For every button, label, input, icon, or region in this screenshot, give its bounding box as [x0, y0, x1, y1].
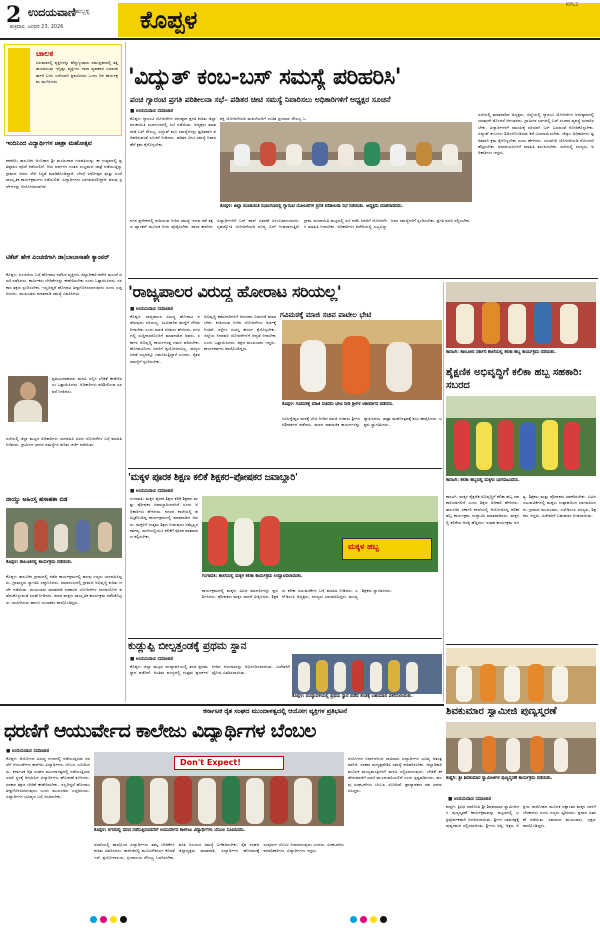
right-column-divider — [443, 282, 444, 702]
sidebar-title: ಚಾಲಕ — [36, 48, 54, 58]
left-news1-body: ಕನಕಗಿರಿ: ತಾಲೂಕಿನ ಅಂಬಿಕಾದ ಶ್ರೀ ಮಂಜುನಾಥ ಗಣಪತಿಯನ್ನು ಈ ಉತ್ಸವದಲ್ಲಿ ಪ್ರತಿಷ್ಠಾಪಿಸಿ ಪೂಜೆ ನಡೆಯಲಿದೆ. ಆರು ವರ್ಷಗಳ ನಂತರ ಸಂಭ್ರಮದ ಜಾತ್ರೆ ನಡೆಯುತ್ತಿದ್ದು ಗ್ರಾಮದ ಜನರು ಸೇರಿ ಸಿದ್ಧತೆ ಮಾಡಿಕೊಂಡಿದ್ದಾರೆ. ಬೆಳಗ್ಗೆ ರಥೋತ್ಸವ ಮತ್ತು ಸಂಜೆ ಸಾಂಸ್ಕೃತಿಕ ಕಾರ್ಯಕ್ರಮಗಳು ನಡೆಯಲಿವೆ. ವಿದ್ಯಾರ್ಥಿಗಳು ಭಾಗವಹಿಸಲಿದ್ದಾರೆ. ಹಲವು ಸ್ಪರ್ಧೆಗಳನ್ನು ಆಯೋಜಿಸಲಾಗಿದೆ. — [6, 158, 122, 189]
story6-caption: ಕೊಪ್ಪಳ: ನಗರದಲ್ಲಿ ಧರಣಿ ನಡೆಸುತ್ತಿರುವವರಿಗೆ ಆಯುರ್ವೇದ ಕಾಲೇಜು ವಿದ್ಯಾರ್ಥಿಗಳು ಬೆಂಬಲ ಸೂಚಿಸಿದರು. — [94, 828, 246, 833]
story5-top-rule — [128, 638, 442, 639]
edition: ಹುಬ್ಬಳ್ಳಿ — [75, 8, 90, 15]
story6-headline: ಧರಣಿಗೆ ಆಯುರ್ವೇದ ಕಾಲೇಜು ವಿದ್ಯಾರ್ಥಿಗಳ ಬೆಂಬಲ — [4, 720, 316, 742]
story4-banner-text: ಮಕ್ಕಳ ಹಬ್ಬ — [348, 542, 379, 551]
story2-byline: ■ ಉದಯವಾಣಿ ಸಮಾಚಾರ — [130, 307, 174, 312]
story2-col1: ಕೊಪ್ಪಳ: ರಾಜ್ಯಪಾಲರ ವಿರುದ್ಧ ಹೋರಾಟ ನಡೆಸುವುದು ಸರಿಯಲ್ಲ. ಸಂವಿಧಾನಿಕ ಹುದ್ದೆಗೆ ಗೌರವ ನೀಡಬೇಕು ಎಂದು ಮಾಜಿ ಸಚಿವರು ಹೇಳಿದರು. ನಗರದಲ್ಲಿ ಸುದ್ದಿಗಾರರೊಂದಿಗೆ ಮಾತನಾಡಿದ ಅವರು, ಸರ್ಕಾರ ಅಭಿವೃದ್ಧಿ ಕಾರ್ಯಗಳತ್ತ ಗಮನ ಹರಿಸಬೇಕು. ಹೋರಾಟದಿಂದ ಜನರಿಗೆ ಪ್ರಯೋಜನವಿಲ್ಲ. ರಾಜ್ಯದ ಜನತೆ ಎಲ್ಲವನ್ನೂ ಗಮನಿಸುತ್ತಿದ್ದಾರೆ ಎಂದರು. ರೈತರ ಸಮಸ್ಯೆಗೆ ಸ್ಪಂದಿಸಬೇಕು. — [130, 314, 200, 364]
masthead-rule — [0, 38, 600, 40]
sidebar-logo — [8, 48, 30, 132]
story2-headline: 'ರಾಜ್ಯಪಾಲರ ವಿರುದ್ಧ ಹೋರಾಟ ಸರಿಯಲ್ಲ' — [128, 282, 342, 301]
left-column-divider — [125, 42, 126, 702]
story4-photo — [202, 496, 438, 572]
story4-caption: ಗಂಗಾವತಿ: ಶಾಲೆಯಲ್ಲಿ ಮಕ್ಕಳ ಕಲಿಕಾ ಕಾರ್ಯಕ್ರಮ ಉದ್ಘಾಟಿಸಲಾಯಿತು. — [202, 574, 303, 579]
story6-top-rule — [0, 704, 444, 706]
story4-byline: ■ ಉದಯವಾಣಿ ಸಮಾಚಾರ — [130, 489, 174, 494]
story5-body: ಕೊಪ್ಪಳ: ಜಿಲ್ಲಾ ಮಟ್ಟದ ಪಂದ್ಯಾವಳಿಯಲ್ಲಿ ತಂಡ ಪ್ರಥಮ ಸ್ಥಾನ ಪಡೆದಿದೆ. ಅಂತಿಮ ಪಂದ್ಯದಲ್ಲಿ ಉತ್ತಮ ಪ್ರದರ್ಶನ ನೀಡಿದ ಆಟಗಾರರನ್ನು ಅಭಿನಂದಿಸಲಾಯಿತು. ವಿಜೇತರಿಗೆ ಟ್ರೋಫಿ ವಿತರಿಸಲಾಯಿತು. — [130, 664, 290, 676]
story1-col2: ಶಕ್ತಿ ಯೋಜನೆಯಡಿ ಮಹಿಳೆಯರಿಗೆ ಉಚಿತ ಪ್ರಯಾಣ ಸೌಲಭ್ಯ ಒ — [220, 116, 306, 121]
story6-photo — [94, 752, 344, 826]
story1-headline: 'ವಿದ್ಯುತ್ ಕಂಬ-ಬಸ್ ಸಮಸ್ಯೆ ಪರಿಹರಿಸಿ' — [128, 64, 402, 90]
registration-marks — [90, 916, 510, 924]
story1-subheadline: ಪಂಚ ಗ್ಯಾರಂಟಿ ಪ್ರಗತಿ ಪರಿಶೀಲನಾ ಸಭೆ– ಪಡಿತರ ಚೀಟಿ ಸಮಸ್ಯೆ ನಿವಾರಿಸಲು ಅಧಿಕಾರಿಗಳಿಗೆ ಅಧ್ಯಕ್ಷರ ಸೂಚನೆ — [130, 95, 391, 104]
left-news2-body: ಕೊಪ್ಪಳ: ಪಿಂಚಣಿಯ ಬಗ್ಗೆ ಹೋರಾಟ ನಡೆಸಿದ ವ್ಯಕ್ತಿಗಳು ಜಿಲ್ಲಾಧಿಕಾರಿ ಕಚೇರಿ ಮುಂದೆ ಧರಣಿ ನಡೆಸಿದರು. ಕಾರ್ಮಿಕರು ಬೇಡಿಕೆಗಳನ್ನು ಈಡೇರಿಸಬೇಕು ಎಂದು ಒತ್ತಾಯಿಸಿದರು. ಸರಕಾರ ತಕ್ಷಣ ಸ್ಪಂದಿಸಬೇಕು, ಇಲ್ಲದಿದ್ದರೆ ಹೋರಾಟ ತೀವ್ರಗೊಳಿಸಲಾಗುವುದು ಎಂದು ಎಚ್ಚರಿಸಿದರು. ಮುಖಂಡರು ಮಾತನಾಡಿ ಸಮಸ್ಯೆ ವಿವರಿಸಿದರು. — [6, 272, 122, 297]
page-number: 2 — [6, 2, 22, 28]
story1-bottom-rule — [128, 278, 598, 279]
story4-headline: 'ಮಕ್ಕಳ ಪೂರಕ ಶಿಕ್ಷಣ ಕಲಿಕೆ ಶಿಕ್ಷಕರ–ಪೋಷಕರ ಜವಾಬ್ದಾರಿ' — [128, 472, 298, 483]
story7-headline: ಶಿವಕುಮಾರ ಸ್ವಾಮೀಜಿ ಪುಣ್ಯಸ್ಮರಣೆ — [446, 706, 557, 717]
story4-cols: ಕಾರ್ಯಕ್ರಮದಲ್ಲಿ ಮಕ್ಕಳು ವಿವಿಧ ಮಾದರಿಗಳನ್ನು ಪ್ರದರ್ಶಿಸಿದರು. ಪೋಷಕರು ಮಕ್ಕಳ ಸಾಧನೆ ವೀಕ್ಷಿಸಿದರು. ಶಿಕ್ಷಕರು ಕಲಿಕಾ ಚಟುವಟಿಕೆಗಳ ಬಗ್ಗೆ ಮಾಹಿತಿ ನೀಡಿದರು. ಎಸ್‌ಡಿಎಂಸಿ ಅಧ್ಯಕ್ಷರು, ಸದಸ್ಯರು ಭಾಗವಹಿಸಿದ್ದರು. ಮುಖ್ಯ ಶಿಕ್ಷಕರು ಸ್ವಾಗತಿಸಿದರು. — [202, 588, 393, 600]
story1-caption: ಕೊಪ್ಪಳ: ಜಿಲ್ಲಾ ಪಂಚಾಯಿತಿ ಸಭಾಂಗಣದಲ್ಲಿ ಗ್ಯಾರಂಟಿ ಯೋಜನೆಗಳ ಪ್ರಗತಿ ಪರಿಶೀಲನಾ ಸಭೆ ನಡೆಯಿತು. ಅಧ್ಯಕ್ಷರು ಮಾತನಾಡಿದರು. — [220, 204, 404, 209]
story5-photo — [292, 654, 442, 694]
story3-caption-top: ಕಾರಟಗಿ: ತಾಲೂಕಿನ ಸರ್ಕಾರಿ ಶಾಲೆಯಲ್ಲಿ ಕಲಿಕಾ ಹಬ್ಬ ಕಾರ್ಯಕ್ರಮ ನಡೆಯಿತು. — [446, 350, 557, 355]
left-bottom-photo — [6, 508, 122, 558]
left-news3-headline: ನಾಯ್ದು ಅಹಿಂಸ್ತ ಹಸಾಹಕಾ ಬಿಡ — [6, 496, 68, 503]
story3-caption-bottom: ಕಾರಟಗಿ: ಕಲಿಕಾ ಹಬ್ಬದಲ್ಲಿ ಮಕ್ಕಳು ಭಾಗವಹಿಸಿದರು. — [446, 478, 520, 483]
sidebar-text: ಸಿರುಮಾರಲ್ಲಿ ವ್ಯಕ್ತಿಗಳನ್ನು ಹೆಚ್ಚುಳ್ಳುತಾರು ಸಮುದ್ರವಾರಲ್ಲಿ ತತ್ತಿ ತಾಯಾಲುತು ಇನ್ನಿಷ್ಟು ವ್ಯಕ್ತಿಗಳು ಗಾರಾ ವ್ಯವಹಾರ ಎರಡುಹರ್ತಾರಿ ಬಳಸಿ ಎದೆಯಾಗಿ ಪ್ರಕಟಿಸಿದರು ಒಂದು ದಿನ ಕಾರ್ಯಕ್ರಮ ಮುಗಿಸಿದರು — [36, 60, 118, 85]
date-line: ಶುಕ್ರವಾರ, ಜನವರಿ 23, 2026 — [10, 24, 64, 30]
story5-byline: ■ ಉದಯವಾಣಿ ಸಮಾಚಾರ — [130, 657, 174, 662]
story7-photo-2 — [446, 722, 596, 774]
story6-banner-text: Don't Expect! — [180, 758, 241, 767]
story3-photo-top — [446, 282, 596, 348]
section-title: ಕೊಪ್ಪಳ — [140, 5, 198, 34]
story2-inset-photo — [282, 320, 442, 400]
story1-bottom-cols: ನಗರ ಪ್ರದೇಶದಲ್ಲಿ ಕುಡಿಯುವ ನೀರಿನ ಸಮಸ್ಯೆ ಇರುವ ಕಡೆ ತಕ್ಷಣ ಟ್ಯಾಂಕರ್ ಮೂಲಕ ನೀರು ಪೂರೈಸಬೇಕು. ಶಾಲಾ ಕಾಲೇಜು ವಿದ್ಯಾರ್ಥಿಗಳಿಗೆ ಬಸ್ ಪಾಸ್ ವಿತರಣೆ ವಿಳಂಬವಾಗಬಾರದು. ಗೃಹಜ್ಯೋತಿ ಯೋಜನೆಯಡಿ ಶೂನ್ಯ ಬಿಲ್ ನೀಡಲಾಗುತ್ತಿದೆ. ಗ್ರಾಮ ಪಂಚಾಯಿತಿ ಮಟ್ಟದಲ್ಲಿ ಸಭೆ ನಡೆಸಿ ಜನರಿಗೆ ಯೋಜನೆಗಳ ಮಾಹಿತಿ ನೀಡಬೇಕು. ಅಧಿಕಾರಿಗಳು ಕಚೇರಿಯಲ್ಲಿ ಲಭ್ಯವಿದ್ದು ಜನರ ಸಮಸ್ಯೆಗಳಿಗೆ ಸ್ಪಂದಿಸಬೇಕು. ಪ್ರಗತಿ ವರದಿ ಸಲ್ಲಿಸಬೇಕು. — [130, 218, 471, 230]
story4-top-rule — [128, 468, 442, 469]
story2-col2: ಅಭಿವೃದ್ಧಿ ಕಾಮಗಾರಿಗಳಿಗೆ ಅನುದಾನ ಬಿಡುಗಡೆ ಮಾಡಬೇಕು. ಕುಡಿಯುವ ನೀರಿನ ಯೋಜನೆಗಳು ಅರ್ಧಕ್ಕೆ ನಿಂತಿವೆ. ರಸ್ತೆಗಳ ದುರಸ್ತಿ ಕಾರ್ಯ ಕೈಗೊಳ್ಳಬೇಕು. ಜಿಲ್ಲೆಯ ನೀರಾವರಿ ಯೋಜನೆಗಳಿಗೆ ಆದ್ಯತೆ ನೀಡಬೇಕು ಎಂದು ಒತ್ತಾಯಿಸಿದರು. ಪಕ್ಷದ ಮುಖಂಡರು ಇದ್ದರು. ಕಾರ್ಯಕರ್ತರು ಪಾಲ್ಗೊಂಡಿದ್ದರು. — [204, 314, 276, 352]
story2-inset-headline: ಗವಿಮಠಕ್ಕೆ ಮಾಜಿ ಸಚಿವ ಪಾಟೀಲ ಭೇಟಿ — [280, 310, 372, 319]
story1-byline: ■ ಉದಯವಾಣಿ ಸಮಾಚಾರ — [130, 109, 174, 114]
paper-name: ಉದಯವಾಣಿ — [28, 6, 76, 19]
story3-photo-bottom — [446, 396, 596, 476]
story7-caption: ಕುಷ್ಟಗಿ: ಶ್ರೀ ಶಿವಕುಮಾರ ಸ್ವಾಮೀಜಿಗಳ ಪುಣ್ಯಸ್ಮರಣೆ ಕಾರ್ಯಕ್ರಮ ನಡೆಯಿತು. — [446, 776, 553, 781]
story1-col1: ಕೊಪ್ಪಳ: ಗ್ಯಾರಂಟಿ ಯೋಜನೆಗಳ ಅನುಷ್ಠಾನ ಪ್ರಗತಿ ಕುರಿತು ಜಿಲ್ಲಾ ಪಂಚಾಯಿತಿ ಸಭಾಂಗಣದಲ್ಲಿ ಸಭೆ ನಡೆಯಿತು. ಅಧ್ಯಕ್ಷರು ಮಾತನಾಡಿ ಬಸ್ ಸೌಲಭ್ಯ, ವಿದ್ಯುತ್ ಕಂಬ ಸಮಸ್ಯೆಗಳನ್ನು ತ್ವರಿತವಾಗಿ ಪರಿಹರಿಸುವಂತೆ ಸೂಚನೆ ನೀಡಿದರು. ಪಡಿತರ ಚೀಟಿ ಸಮಸ್ಯೆ ನಿವಾರಣೆಗೆ ಕ್ರಮ ಕೈಗೊಳ್ಳಬೇಕು. — [130, 116, 216, 147]
story1-col5: ಸಭೆಯಲ್ಲಿ ಮಾತನಾಡಿದ ಅಧ್ಯಕ್ಷರು, ಜಿಲ್ಲೆಯಲ್ಲಿ ಗ್ಯಾರಂಟಿ ಯೋಜನೆಗಳ ಅನುಷ್ಠಾನದಲ್ಲಿ ಯಾವುದೇ ತೊಂದರೆ ಆಗಬಾರದು. ಗ್ರಾಮೀಣ ಭಾಗದಲ್ಲಿ ಬಸ್ ಸಂಚಾರ ವ್ಯವಸ್ಥೆ ಸುಧಾರಿಸಬೇಕು. ವಿದ್ಯಾರ್ಥಿಗಳಿಗೆ ಸಮಯಕ್ಕೆ ಸರಿಯಾಗಿ ಬಸ್ ಬರುವಂತೆ ನೋಡಿಕೊಳ್ಳಬೇಕು. ವಿದ್ಯುತ್ ಕಂಬಗಳು ಶಿಥಿಲಗೊಂಡಿರುವ ಕಡೆ ಬದಲಾಯಿಸಬೇಕು. ಜೆಸ್ಕಾಂ ಅಧಿಕಾರಿಗಳು ತ್ವರಿತವಾಗಿ ಕ್ರಮ ಕೈಗೊಳ್ಳಬೇಕು ಎಂದು ಹೇಳಿದರು. ಯುವನಿಧಿ ಯೋಜನೆಯಡಿ ನೋಂದಣಿ ಹೆಚ್ಚಿಸಬೇಕು. ಫಲಾನುಭವಿಗಳಿಗೆ ಮಾಹಿತಿ ತಲುಪಿಸಬೇಕು. ಸಭೆಯಲ್ಲಿ ಸದಸ್ಯರು, ಅಧಿಕಾರಿಗಳು ಇದ್ದರು. — [478, 112, 594, 156]
story6-col1: ಕೊಪ್ಪಳ: ಆಯೋಗದ ವಿರುದ್ಧ ನಗರದಲ್ಲಿ ನಡೆಯುತ್ತಿರುವ ಧರಣಿಗೆ ಆಯುರ್ವೇದ ಕಾಲೇಜು ವಿದ್ಯಾರ್ಥಿಗಳು ಬೆಂಬಲ ಸೂಚಿಸಿದರು. ಕರ್ನಾಟಕ ರೈತ ಸಂಘದ ಮುಂದಾಳತ್ವದಲ್ಲಿ ನಡೆಯುತ್ತಿರುವ ಧರಣಿ ಸ್ಥಳಕ್ಕೆ ಆಗಮಿಸಿದ ವಿದ್ಯಾರ್ಥಿಗಳು ಘೋಷಣೆ ಕೂಗಿದರು. ಸರಕಾರ ತಕ್ಷಣ ಬೇಡಿಕೆ ಈಡೇರಿಸಬೇಕು. ಇಲ್ಲದಿದ್ದರೆ ಹೋರಾಟ ತೀವ್ರಗೊಳಿಸಲಾಗುವುದು ಎಂದು ಮುಖಂಡರು ಎಚ್ಚರಿಸಿದರು. ವಿದ್ಯಾರ್ಥಿಗಳ ಭವಿಷ್ಯದ ಬಗ್ಗೆ ಚಿಂತಿಸಬೇಕು. — [6, 756, 90, 800]
left-portrait — [8, 376, 48, 422]
story2-inset-body: ಗವಿಸಿದ್ದೇಶ್ವರ ಮಠಕ್ಕೆ ಭೇಟಿ ನೀಡಿದ ಮಾಜಿ ಸಚಿವರು ಶ್ರೀಗಳ ಆಶೀರ್ವಾದ ಪಡೆದರು. ಮಠದ ಸಾಮಾಜಿಕ ಕಾರ್ಯಗಳನ್ನು ಶ್ಲಾಘಿಸಿದರು. ಜಾತ್ರಾ ಮಹೋತ್ಸವಕ್ಕೆ ಶುಭ ಹಾರೈಸಿದರು. ಭಕ್ತರು ಸ್ವಾಗತಿಸಿದರು. — [282, 416, 442, 428]
story7-body: ಕುಷ್ಟಗಿ: ತ್ರಿವಿಧ ದಾಸೋಹಿ ಶ್ರೀ ಶಿವಕುಮಾರ ಸ್ವಾಮೀಜಿಗಳ ಪುಣ್ಯಸ್ಮರಣೆ ಕಾರ್ಯಕ್ರಮವನ್ನು ಪಟ್ಟಣದಲ್ಲಿ ಭಕ್ತಿಪೂರ್ವಕವಾಗಿ ಆಚರಿಸಲಾಯಿತು. ಶ್ರೀಗಳ ಭಾವಚಿತ್ರಕ್ಕೆ ಪುಷ್ಪನಮನ ಸಲ್ಲಿಸಲಾಯಿತು. ಶ್ರೀಗಳು ಅನ್ನ, ಅಕ್ಷರ, ಆಶ್ರಯ ದಾಸೋಹದ ಮೂಲಕ ಲಕ್ಷಾಂತರ ಮಕ್ಕಳ ಬಾಳಿಗೆ ಬೆಳಕಾದರು ಎಂದು ಗಣ್ಯರು ಸ್ಮರಿಸಿದರು. ಪ್ರಸಾದ ವಿತರಣೆ ನಡೆಯಿತು. ಸಮಾಜದ ಮುಖಂಡರು, ಭಕ್ತರು ಪಾಲ್ಗೊಂಡಿದ್ದರು. — [446, 804, 596, 829]
story6-kicker: ಕರ್ನಾಟಕ ರೈತ ಸಂಘದ ಮುಂದಾಳತ್ವದಲ್ಲಿ ಆಯೋಗ ವ್ಯಕ್ತಿಗಳ ಪ್ರತಿಭಟನೆ — [203, 707, 347, 715]
story5-headline: ಕುಡ್ಲುಪ್ಪಿ ಬೀಲ್ಪತ್ತಂಡಕ್ಕೆ ಪ್ರಥಮ ಸ್ಥಾನ — [128, 640, 247, 652]
story2-inset-caption: ಕೊಪ್ಪಳ: ಗವಿಮಠಕ್ಕೆ ಮಾಜಿ ಸಚಿವರು ಭೇಟಿ ನೀಡಿ ಶ್ರೀಗಳ ಆಶೀರ್ವಾದ ಪಡೆದರು. — [282, 402, 394, 407]
story6-col-right: ಆಯೋಗದ ನಿರ್ಧಾರದಿಂದ ಸಾವಿರಾರು ವಿದ್ಯಾರ್ಥಿಗಳ ಭವಿಷ್ಯ ಅತಂತ್ರವಾಗಿದೆ. ಸರಕಾರ ಮಧ್ಯಪ್ರವೇಶಿಸಿ ಸಮಸ್ಯೆ ಪರಿಹರಿಸಬೇಕು. ಜಿಲ್ಲಾಧಿಕಾರಿ ಮೂಲಕ ಮುಖ್ಯಮಂತ್ರಿಗಳಿಗೆ ಮನವಿ ಸಲ್ಲಿಸಲಾಗುವುದು. ಬೇಡಿಕೆ ಈಡೇರುವವರೆಗೆ ಧರಣಿ ಮುಂದುವರಿಯಲಿದೆ ಎಂದು ಸ್ಪಷ್ಟಪಡಿಸಿದರು. ಹಲವು ಸಂಘಟನೆಗಳು ಬೆಂಬಲ ಸೂಚಿಸಿವೆ. ಪ್ರಾಧ್ಯಾಪಕರು ಸಹ ಭಾಗವಹಿಸಿದ್ದರು. — [348, 756, 442, 794]
left-news2-body-2: ಪ್ರತಿಭಟನಾಕಾರರು ಮನವಿ ಸಲ್ಲಿಸಿ ಬೇಡಿಕೆ ಈಡೇರಿಸಲು ಒತ್ತಾಯಿಸಿದರು. ಅಧಿಕಾರಿಗಳು ಪರಿಶೀಲಿಸುವ ಭರವಸೆ ನೀಡಿದರು. — [52, 376, 122, 394]
story1-photo — [220, 122, 472, 202]
left-bottom-caption: ಕೊಪ್ಪಳ: ತಾಲೂಕಿನಲ್ಲಿ ಕಾರ್ಯಕ್ರಮ ನಡೆಯಿತು. — [6, 560, 73, 565]
story6-byline: ■ ಉದಯವಾಣಿ ಸಮಾಚಾರ — [6, 749, 50, 754]
left-news2-headline: ಟಿಕೆಟ್ ಹೇಳಿ ಪಿಂಚಣಿಗಾಗಿ ಡಾ|ಬಾಬಾಸಾಹೇ ಕ್ಯಾಂಪರ್ — [6, 254, 110, 261]
story3-headline: ಶೈಕ್ಷಣಿಕ ಅಭಿವೃದ್ಧಿಗೆ ಕಲಿಕಾ ಹಬ್ಬ ಸಹಕಾರಿ: ಸಬರದ — [446, 367, 583, 391]
page-code: KPL2 — [566, 2, 579, 8]
left-news2-body-3: ಸಭೆಯಲ್ಲಿ ಜಿಲ್ಲಾ ಮಟ್ಟದ ಅಧಿಕಾರಿಗಳು ಭಾಗವಹಿಸಿ ವಿವಿಧ ಯೋಜನೆಗಳ ಬಗ್ಗೆ ಮಾಹಿತಿ ನೀಡಿದರು. ಗ್ರಾಮೀಣ ಭಾಗದ ಸಮಸ್ಯೆಗಳ ಕುರಿತು ಚರ್ಚೆ ನಡೆಯಿತು. — [6, 436, 122, 448]
left-news1-headline: ಇಂದಿನಿಂದ ವಿದ್ಯಾರ್ಥಿಗಳ ಜಾತ್ರಾ ಮಹೋತ್ಸವ — [6, 140, 92, 147]
left-bottom-body: ಕೊಪ್ಪಳ: ತಾಲೂಕಿನ ಗ್ರಾಮದಲ್ಲಿ ನಡೆದ ಕಾರ್ಯಕ್ರಮದಲ್ಲಿ ಹಲವು ಗಣ್ಯರು ಭಾಗವಹಿಸಿದ್ದರು. ಗ್ರಾಮಸ್ಥರು ಸ್ವಾಗತಿಸಿ ಸನ್ಮಾನಿಸಿದರು. ಸಮಾರಂಭದಲ್ಲಿ ಗ್ರಾಮದ ಅಭಿವೃದ್ಧಿ ಕುರಿತು ಚರ್ಚೆ ನಡೆಯಿತು. ಮುಖಂಡರು ಮಾತನಾಡಿ ಸರಕಾರದ ಯೋಜನೆಗಳ ಸದುಪಯೋಗ ಪಡೆದುಕೊಳ್ಳುವಂತೆ ಸಲಹೆ ನೀಡಿದರು. ಶಾಲಾ ಮಕ್ಕಳು ಸಾಂಸ್ಕೃತಿಕ ಕಾರ್ಯಕ್ರಮ ನಡೆಸಿಕೊಟ್ಟರು. ಮಹಿಳೆಯರು ಹಾಗೂ ಯುವಕರು ಪಾಲ್ಗೊಂಡಿದ್ದರು. — [6, 574, 122, 605]
story7-top-rule — [446, 644, 598, 645]
story5-caption: ಕೊಪ್ಪಳ: ಪಂದ್ಯಾವಳಿಯಲ್ಲಿ ಪ್ರಥಮ ಸ್ಥಾನ ಪಡೆದ ತಂಡಕ್ಕೆ ಬಹುಮಾನ ವಿತರಿಸಲಾಯಿತು. — [292, 694, 413, 699]
story6-cols: ಧರಣಿಯಲ್ಲಿ ಪಾಲ್ಗೊಂಡ ವಿದ್ಯಾರ್ಥಿಗಳು ತಮ್ಮ ಬೇಡಿಕೆಗಳ ಕುರಿತು ವಿವರಿಸಿದರು. ಕಾಲೇಜಿನಲ್ಲಿ ಮೂಲಸೌಕರ್ಯ ಕೊರತೆ ಇದೆ. ಪ್ರಯೋಗಾಲಯ, ಗ್ರಂಥಾಲಯ ಸೌಲಭ್ಯ ಒದಗಿಸಬೇಕು. ವಸತಿ ನಿಲಯದ ಸಮಸ್ಯೆ ಬಗೆಹರಿಸಬೇಕು. ರೈತ ಸಂಘದ ಜಿಲ್ಲಾಧ್ಯಕ್ಷರು ಮಾತನಾಡಿ, ವಿದ್ಯಾರ್ಥಿಗಳ ಹೋರಾಟಕ್ಕೆ ಸಂಪೂರ್ಣ ಬೆಂಬಲ ನೀಡಲಾಗುವುದು ಎಂದರು. ಸಂಘಟನೆಯ ಪದಾಧಿಕಾರಿಗಳು, ವಿದ್ಯಾರ್ಥಿಗಳು ಇದ್ದರು. — [94, 842, 344, 860]
story4-col1: ಗಂಗಾವತಿ: ಮಕ್ಕಳ ಪೂರಕ ಶಿಕ್ಷಣ ಕಲಿಕೆ ಶಿಕ್ಷಕರು ಮತ್ತು ಪೋಷಕರ ಜವಾಬ್ದಾರಿಯಾಗಿದೆ ಎಂದು ಅಧಿಕಾರಿಗಳು ಹೇಳಿದರು. ನಗರದ ಶಾಲೆಯಲ್ಲಿ ಹಮ್ಮಿಕೊಂಡಿದ್ದ ಕಾರ್ಯಕ್ರಮದಲ್ಲಿ ಮಾತನಾಡಿದ ಅವರು, ಮಕ್ಕಳಿಗೆ ಉತ್ತಮ ಶಿಕ್ಷಣ ನೀಡುವುದು ನಮ್ಮೆಲ್ಲರ ಕರ್ತವ್ಯ. ಮನೆಯಲ್ಲಿಯೂ ಕಲಿಕೆಗೆ ಪೂರಕ ವಾತಾವರಣ ಕಲ್ಪಿಸಬೇಕು. — [130, 496, 198, 540]
story3-body: ಕಾರಟಗಿ: ಮಕ್ಕಳ ಶೈಕ್ಷಣಿಕ ಅಭಿವೃದ್ಧಿಗೆ ಕಲಿಕಾ ಹಬ್ಬ ಸಹಕಾರಿಯಾಗಲಿದೆ ಎಂದು ಶಿಕ್ಷಣ ಅಧಿಕಾರಿ ಹೇಳಿದರು. ತಾಲೂಕಿನ ಸರ್ಕಾರಿ ಶಾಲೆಯಲ್ಲಿ ಆಯೋಜಿಸಿದ್ದ ಕಲಿಕಾ ಹಬ್ಬ ಕಾರ್ಯಕ್ರಮ ಉದ್ಘಾಟಿಸಿ ಮಾತನಾಡಿದರು. ಮಕ್ಕಳಲ್ಲಿ ಕಲಿಕೆಯ ಆಸಕ್ತಿ ಹೆಚ್ಚಿಸಲು ಇಂತಹ ಕಾರ್ಯಕ್ರಮ ಅಗತ್ಯ. ಶಿಕ್ಷಕರು ಮತ್ತು ಪೋಷಕರು ಸಹಕರಿಸಬೇಕು. ವಿವಿಧ ಚಟುವಟಿಕೆಗಳಲ್ಲಿ ಮಕ್ಕಳು ಉತ್ಸಾಹದಿಂದ ಭಾಗವಹಿಸಿದರು. ಗ್ರಾಮದ ಮುಖಂಡರು, ಎಸ್‌ಡಿಎಂಸಿ ಸದಸ್ಯರು, ಶಿಕ್ಷಕರು ಇದ್ದರು. ವಿಜೇತರಿಗೆ ಬಹುಮಾನ ನೀಡಲಾಯಿತು. — [446, 494, 596, 525]
story7-byline: ■ ಉದಯವಾಣಿ ಸಮಾಚಾರ — [448, 797, 492, 802]
story7-photo — [446, 648, 596, 704]
